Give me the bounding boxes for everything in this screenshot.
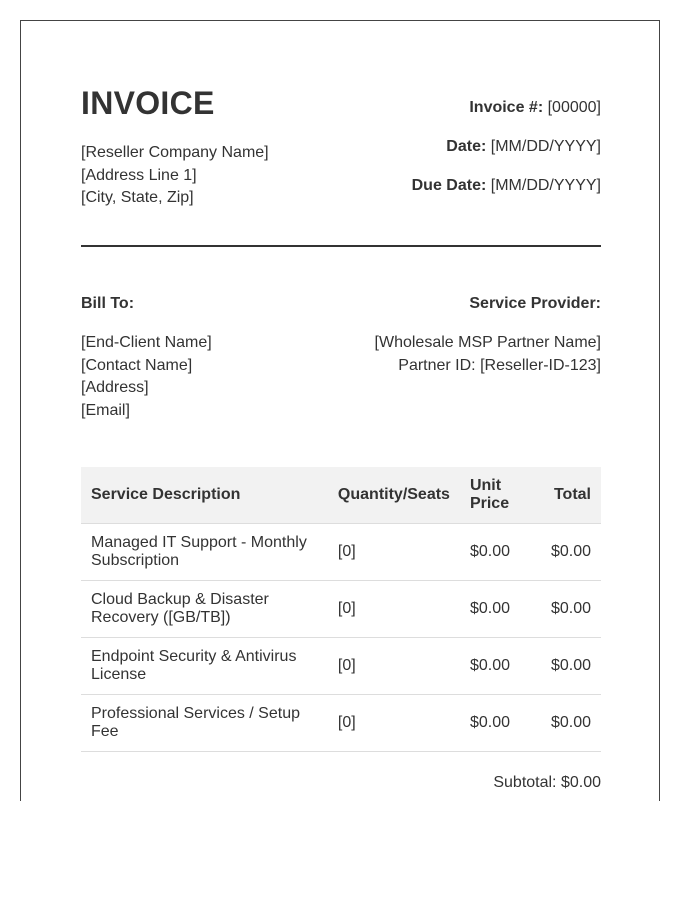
subtotal xyxy=(493,774,601,792)
bill-to-label: Bill To: xyxy=(81,295,135,312)
reseller-company-name: [Reseller Company Name] xyxy=(81,144,269,161)
partner-name: [Wholesale MSP Partner Name] xyxy=(374,334,601,351)
row-quantity: [0] xyxy=(328,524,460,581)
header-divider xyxy=(81,245,601,247)
header-total: Total xyxy=(541,467,601,524)
subtotal-value: $0.00 xyxy=(560,774,601,791)
service-provider-label: Service Provider: xyxy=(469,295,601,312)
row-quantity: [0] xyxy=(328,695,460,752)
row-quantity: [0] xyxy=(328,581,460,638)
invoice-date-label: Date: xyxy=(446,138,487,155)
header-quantity: Quantity/Seats xyxy=(328,467,460,524)
partner-id: Partner ID: [Reseller-ID-123] xyxy=(398,356,601,374)
row-description: Professional Services / Setup Fee xyxy=(81,695,328,752)
table-row xyxy=(81,638,601,695)
row-unit-price: $0.00 xyxy=(460,695,541,752)
row-description: Managed IT Support - Monthly Subscription xyxy=(81,524,328,581)
reseller-address xyxy=(81,142,269,210)
due-date-value: [MM/DD/YYYY] xyxy=(490,177,601,194)
invoice-number-label: Invoice #: xyxy=(469,99,544,116)
invoice-number-row xyxy=(412,98,601,137)
contact-name: [Contact Name] xyxy=(81,356,193,374)
invoice-page xyxy=(20,20,660,801)
row-description: Endpoint Security & Antivirus License xyxy=(81,638,328,695)
invoice-title: INVOICE xyxy=(81,85,215,121)
header-service-description: Service Description xyxy=(81,467,328,524)
row-total: $0.00 xyxy=(541,638,601,695)
invoice-number-value: [00000] xyxy=(547,99,601,116)
due-date-label: Due Date: xyxy=(411,177,487,194)
row-total: $0.00 xyxy=(541,524,601,581)
invoice-date-value: [MM/DD/YYYY] xyxy=(490,138,601,155)
invoice-meta xyxy=(412,98,601,215)
row-quantity: [0] xyxy=(328,638,460,695)
end-client-name: [End-Client Name] xyxy=(81,334,212,351)
reseller-city-state-zip: [City, State, Zip] xyxy=(81,189,194,206)
due-date-row xyxy=(412,176,601,215)
client-address: [Address] xyxy=(81,379,149,396)
service-provider-section xyxy=(375,294,601,377)
row-unit-price: $0.00 xyxy=(460,524,541,581)
subtotal-label: Subtotal: xyxy=(493,774,557,791)
client-email: [Email] xyxy=(81,401,130,419)
row-unit-price: $0.00 xyxy=(460,638,541,695)
table-row xyxy=(81,695,601,752)
line-items-table xyxy=(81,467,601,752)
table-row xyxy=(81,581,601,638)
row-total: $0.00 xyxy=(541,581,601,638)
header-unit-price: Unit Price xyxy=(460,467,541,524)
table-row xyxy=(81,524,601,581)
invoice-date-row xyxy=(412,137,601,176)
row-description: Cloud Backup & Disaster Recovery ([GB/TB]) xyxy=(81,581,328,638)
table-header-row xyxy=(81,467,601,524)
reseller-address-line: [Address Line 1] xyxy=(81,166,197,184)
row-unit-price: $0.00 xyxy=(460,581,541,638)
row-total: $0.00 xyxy=(541,695,601,752)
bill-to-section xyxy=(81,294,212,422)
